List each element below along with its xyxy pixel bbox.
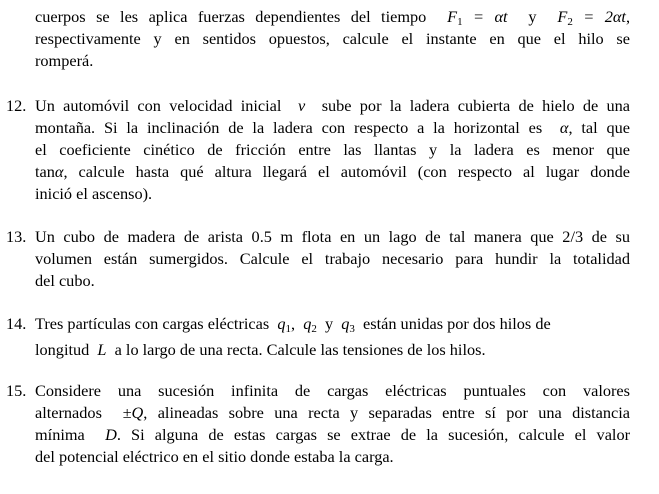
subscript: 2 <box>567 16 573 28</box>
text-fragment: y <box>528 7 537 26</box>
symbol-alpha: α <box>559 118 569 137</box>
text-fragment: alternados <box>35 403 102 422</box>
charge-q2 <box>303 314 317 333</box>
problem-14 <box>6 313 630 361</box>
text-line <box>35 313 630 335</box>
text-fragment: Un automóvil con velocidad inicial <box>35 96 282 115</box>
text-line <box>35 161 630 183</box>
problem-number: 15. <box>6 381 27 400</box>
subscript: 1 <box>457 16 463 28</box>
text-fragment: sube por la ladera cubierta de hielo de una <box>321 96 631 115</box>
text-line <box>35 95 630 117</box>
text-fragment: Tres partículas con cargas eléctricas <box>35 314 270 333</box>
text-fragment: , calcule hasta qué altura llegará el automóvil (con respecto al lugar donde <box>63 162 630 181</box>
symbol-v: v <box>297 96 306 115</box>
text-fragment: , <box>625 7 631 26</box>
text-fragment: , <box>290 314 296 333</box>
problem-12 <box>6 95 631 205</box>
problem-13 <box>6 226 630 292</box>
text-line <box>35 339 630 361</box>
symbol-d: D <box>105 425 117 444</box>
text-line: respectivamente y en sentidos opuestos, calcule el instante en que el hilo se <box>35 29 630 48</box>
symbol-q: q <box>341 314 350 333</box>
subscript: 2 <box>311 323 317 335</box>
symbol-q: q <box>277 314 286 333</box>
charge-q3 <box>341 314 355 333</box>
problem-number: 12. <box>6 96 27 115</box>
symbol-plus-minus-q: ±Q <box>122 403 144 422</box>
text-line <box>35 424 630 446</box>
text-line <box>35 117 630 139</box>
symbol-alpha: α <box>54 162 64 181</box>
text-fragment: a lo largo de una recta. Calcule las tensiones de los hilos. <box>114 340 486 359</box>
formula-f1 <box>447 7 507 26</box>
problem-15 <box>6 380 631 468</box>
text-fragment: cuerpos se les aplica fuerzas dependientes del tiempo <box>35 7 427 26</box>
text-fragment: , alineadas sobre una recta y separadas entre sí por una distancia <box>143 403 630 422</box>
text-line: romperá. <box>35 51 94 70</box>
problem-number: 13. <box>6 227 27 246</box>
charge-q1 <box>277 314 291 333</box>
tan-function: tan <box>35 162 55 181</box>
text-fragment: y <box>324 314 334 333</box>
formula-rhs: = αt <box>462 7 508 26</box>
problem-11-continuation <box>35 6 630 72</box>
formula-rhs: = 2αt <box>572 7 626 26</box>
text-fragment: longitud <box>35 340 90 359</box>
text-fragment: , tal que <box>568 118 630 137</box>
text-line: Considere una sucesión infinita de cargas eléctricas puntuales con valores <box>35 381 630 400</box>
text-line <box>35 6 630 28</box>
text-line: del potencial eléctrico en el sitio donde estaba la carga. <box>35 447 394 466</box>
symbol-f: F <box>447 7 458 26</box>
text-fragment: . Si alguna de estas cargas se extrae de la sucesión, calcule el valor <box>116 425 631 444</box>
subscript: 1 <box>285 323 291 335</box>
text-fragment: montaña. Si la inclinación de la ladera con respecto a la horizontal es <box>35 118 543 137</box>
text-line: Un cubo de madera de arista 0.5 m flota en un lago de tal manera que 2/3 de su <box>35 227 630 246</box>
problem-number: 14. <box>6 314 27 333</box>
text-line <box>35 402 630 424</box>
text-line: del cubo. <box>35 271 95 290</box>
formula-f2 <box>557 7 626 26</box>
symbol-q: q <box>303 314 312 333</box>
text-fragment: mínima <box>35 425 85 444</box>
subscript: 3 <box>349 323 355 335</box>
text-fragment: están unidas por dos hilos de <box>363 314 551 333</box>
text-line: inició el ascenso). <box>35 184 153 203</box>
text-line: el coeficiente cinético de fricción entre las llantas y la ladera es menor que <box>35 140 630 159</box>
symbol-f: F <box>557 7 568 26</box>
symbol-l: L <box>97 340 107 359</box>
text-line: volumen están sumergidos. Calcule el trabajo necesario para hundir la totalidad <box>35 249 630 268</box>
